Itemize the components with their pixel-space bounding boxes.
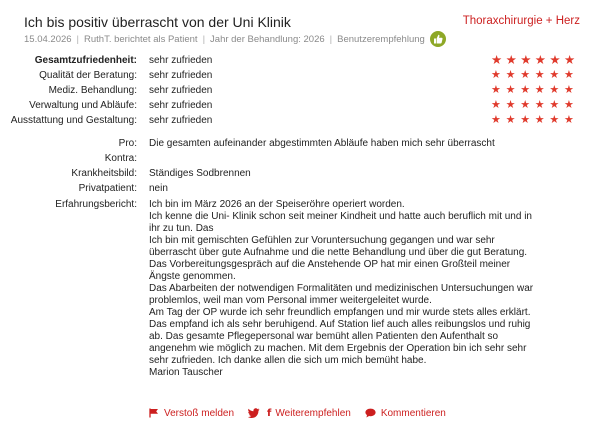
star-icon: ★ bbox=[534, 69, 545, 81]
star-icon: ★ bbox=[549, 99, 560, 111]
star-icon: ★ bbox=[534, 99, 545, 111]
rating-value: sehr zufrieden bbox=[149, 85, 213, 96]
star-icon: ★ bbox=[563, 69, 574, 81]
rating-label: Qualität der Beratung: bbox=[39, 70, 137, 81]
detail-row bbox=[0, 168, 600, 183]
rating-label: Ausstattung und Gestaltung: bbox=[10, 115, 137, 126]
rating-value: sehr zufrieden bbox=[149, 100, 213, 111]
rating-row bbox=[0, 115, 600, 130]
star-icon: ★ bbox=[563, 114, 574, 126]
star-icon: ★ bbox=[563, 53, 576, 67]
detail-value: nein bbox=[149, 183, 168, 194]
review-author[interactable]: RuthT. berichtet als Patient bbox=[84, 33, 198, 45]
star-rating bbox=[491, 83, 579, 98]
recommend-label: Weiterempfehlen bbox=[275, 407, 351, 419]
star-icon: ★ bbox=[563, 99, 574, 111]
speech-bubble-icon bbox=[365, 408, 376, 418]
star-icon: ★ bbox=[505, 53, 517, 67]
rating-value: sehr zufrieden bbox=[149, 115, 213, 126]
star-icon: ★ bbox=[520, 99, 531, 111]
star-icon: ★ bbox=[520, 84, 531, 96]
comment-button[interactable] bbox=[365, 408, 446, 419]
detail-label: Krankheitsbild: bbox=[71, 168, 137, 179]
report-line: Ich kenne die Uni- Klinik schon seit meiner Kindheit und hatte auch beruflich mit und in bbox=[149, 211, 532, 222]
star-icon: ★ bbox=[549, 114, 560, 126]
report-line: Das Abarbeiten der notwendigen Formalitäten und medizinischen Untersuchungen war bbox=[149, 283, 534, 294]
report-line: Ich bin mit gemischten Gefühlen zur Voruntersuchung gegangen und war sehr bbox=[149, 235, 495, 246]
star-rating bbox=[491, 53, 579, 68]
star-icon: ★ bbox=[505, 84, 516, 96]
star-icon: ★ bbox=[549, 69, 560, 81]
treatment-year: Jahr der Behandlung: 2026 bbox=[210, 33, 325, 45]
star-icon: ★ bbox=[491, 53, 503, 67]
star-icon: ★ bbox=[534, 114, 545, 126]
star-rating bbox=[491, 98, 579, 113]
thumbs-up-icon bbox=[430, 31, 446, 47]
report-line: Marion Tauscher bbox=[149, 367, 223, 378]
star-icon: ★ bbox=[549, 53, 561, 67]
review-title: Ich bis positiv überrascht von der Uni Klinik bbox=[24, 14, 291, 30]
star-icon: ★ bbox=[520, 53, 532, 67]
star-icon: ★ bbox=[505, 69, 516, 81]
rating-label: Verwaltung und Abläufe: bbox=[29, 100, 137, 111]
detail-label: Privatpatient: bbox=[78, 183, 137, 194]
report-line: angenehm wie möglich zu machen. Mit dem Ergebnis der Operation bin ich sehr sehr bbox=[149, 343, 527, 354]
report-line: sehr zufrieden. Ich danke allen die sich um mich bemüht habe. bbox=[149, 355, 427, 366]
bird-icon bbox=[248, 408, 260, 418]
report-line: Das empfand ich als sehr beruhigend. Auf Station lief auch alles reibungslos und ruhig bbox=[149, 319, 531, 330]
recommend-button[interactable] bbox=[248, 408, 351, 419]
detail-row bbox=[0, 153, 600, 168]
report-line: Am Tag der OP wurde ich sehr freundlich empfangen und mir wurde stets alles erklärt. bbox=[149, 307, 531, 318]
star-icon: ★ bbox=[563, 84, 574, 96]
recommendation-label: Benutzerempfehlung bbox=[337, 33, 425, 45]
detail-value: Die gesamten aufeinander abgestimmten Abläufe haben mich sehr überrascht bbox=[149, 138, 495, 149]
star-icon: ★ bbox=[505, 114, 516, 126]
star-icon: ★ bbox=[505, 99, 516, 111]
star-icon: ★ bbox=[520, 114, 531, 126]
department-link[interactable]: Thoraxchirurgie + Herz bbox=[462, 15, 580, 27]
meta-separator: | bbox=[76, 33, 80, 45]
report-label: Erfahrungsbericht: bbox=[55, 199, 137, 210]
meta-separator: | bbox=[329, 33, 333, 45]
comment-label: Kommentieren bbox=[380, 407, 446, 419]
star-icon: ★ bbox=[491, 99, 501, 111]
detail-label: Pro: bbox=[118, 138, 137, 149]
rating-label: Gesamtzufriedenheit: bbox=[34, 55, 137, 66]
star-icon: ★ bbox=[534, 53, 546, 67]
star-rating bbox=[491, 68, 579, 83]
report-violation-label: Verstoß melden bbox=[164, 407, 235, 419]
star-icon: ★ bbox=[491, 114, 501, 126]
facebook-icon: f bbox=[267, 407, 272, 419]
review-meta bbox=[24, 30, 446, 48]
review-date: 15.04.2026 bbox=[24, 33, 72, 45]
report-line: Ängste genommen. bbox=[149, 271, 236, 282]
detail-label: Kontra: bbox=[104, 153, 137, 164]
flag-icon bbox=[149, 408, 159, 418]
star-icon: ★ bbox=[549, 84, 560, 96]
star-icon: ★ bbox=[534, 84, 545, 96]
report-line: ab. Das gesamte Pflegepersonal war bemüht allen Patienten den Aufenthalt so bbox=[149, 331, 499, 342]
report-line: überrascht über gute Aufnahme und die nette Behandlung und über die gut Beratung. bbox=[149, 247, 528, 258]
report-line: Das Vorbereitungsgespräch auf die Anstehende OP hat mir einen Großteil meiner bbox=[149, 259, 511, 270]
report-line: ihr zu tun. Das bbox=[149, 223, 214, 234]
report-violation-button[interactable] bbox=[149, 408, 234, 419]
star-icon: ★ bbox=[491, 84, 501, 96]
rating-value: sehr zufrieden bbox=[149, 55, 213, 66]
star-icon: ★ bbox=[520, 69, 531, 81]
report-line: problemlos, weil man vom Personal immer weitergeleitet wurde. bbox=[149, 295, 432, 306]
detail-value: Ständiges Sodbrennen bbox=[149, 168, 251, 179]
rating-label: Mediz. Behandlung: bbox=[48, 85, 137, 96]
star-rating bbox=[491, 113, 579, 128]
detail-row bbox=[0, 138, 600, 153]
review-actions bbox=[149, 406, 460, 420]
meta-separator: | bbox=[202, 33, 206, 45]
star-icon: ★ bbox=[491, 69, 501, 81]
experience-report bbox=[149, 199, 534, 379]
rating-value: sehr zufrieden bbox=[149, 70, 213, 81]
detail-row bbox=[0, 183, 600, 198]
report-line: Ich bin im März 2026 an der Speiseröhre operiert worden. bbox=[149, 199, 405, 210]
